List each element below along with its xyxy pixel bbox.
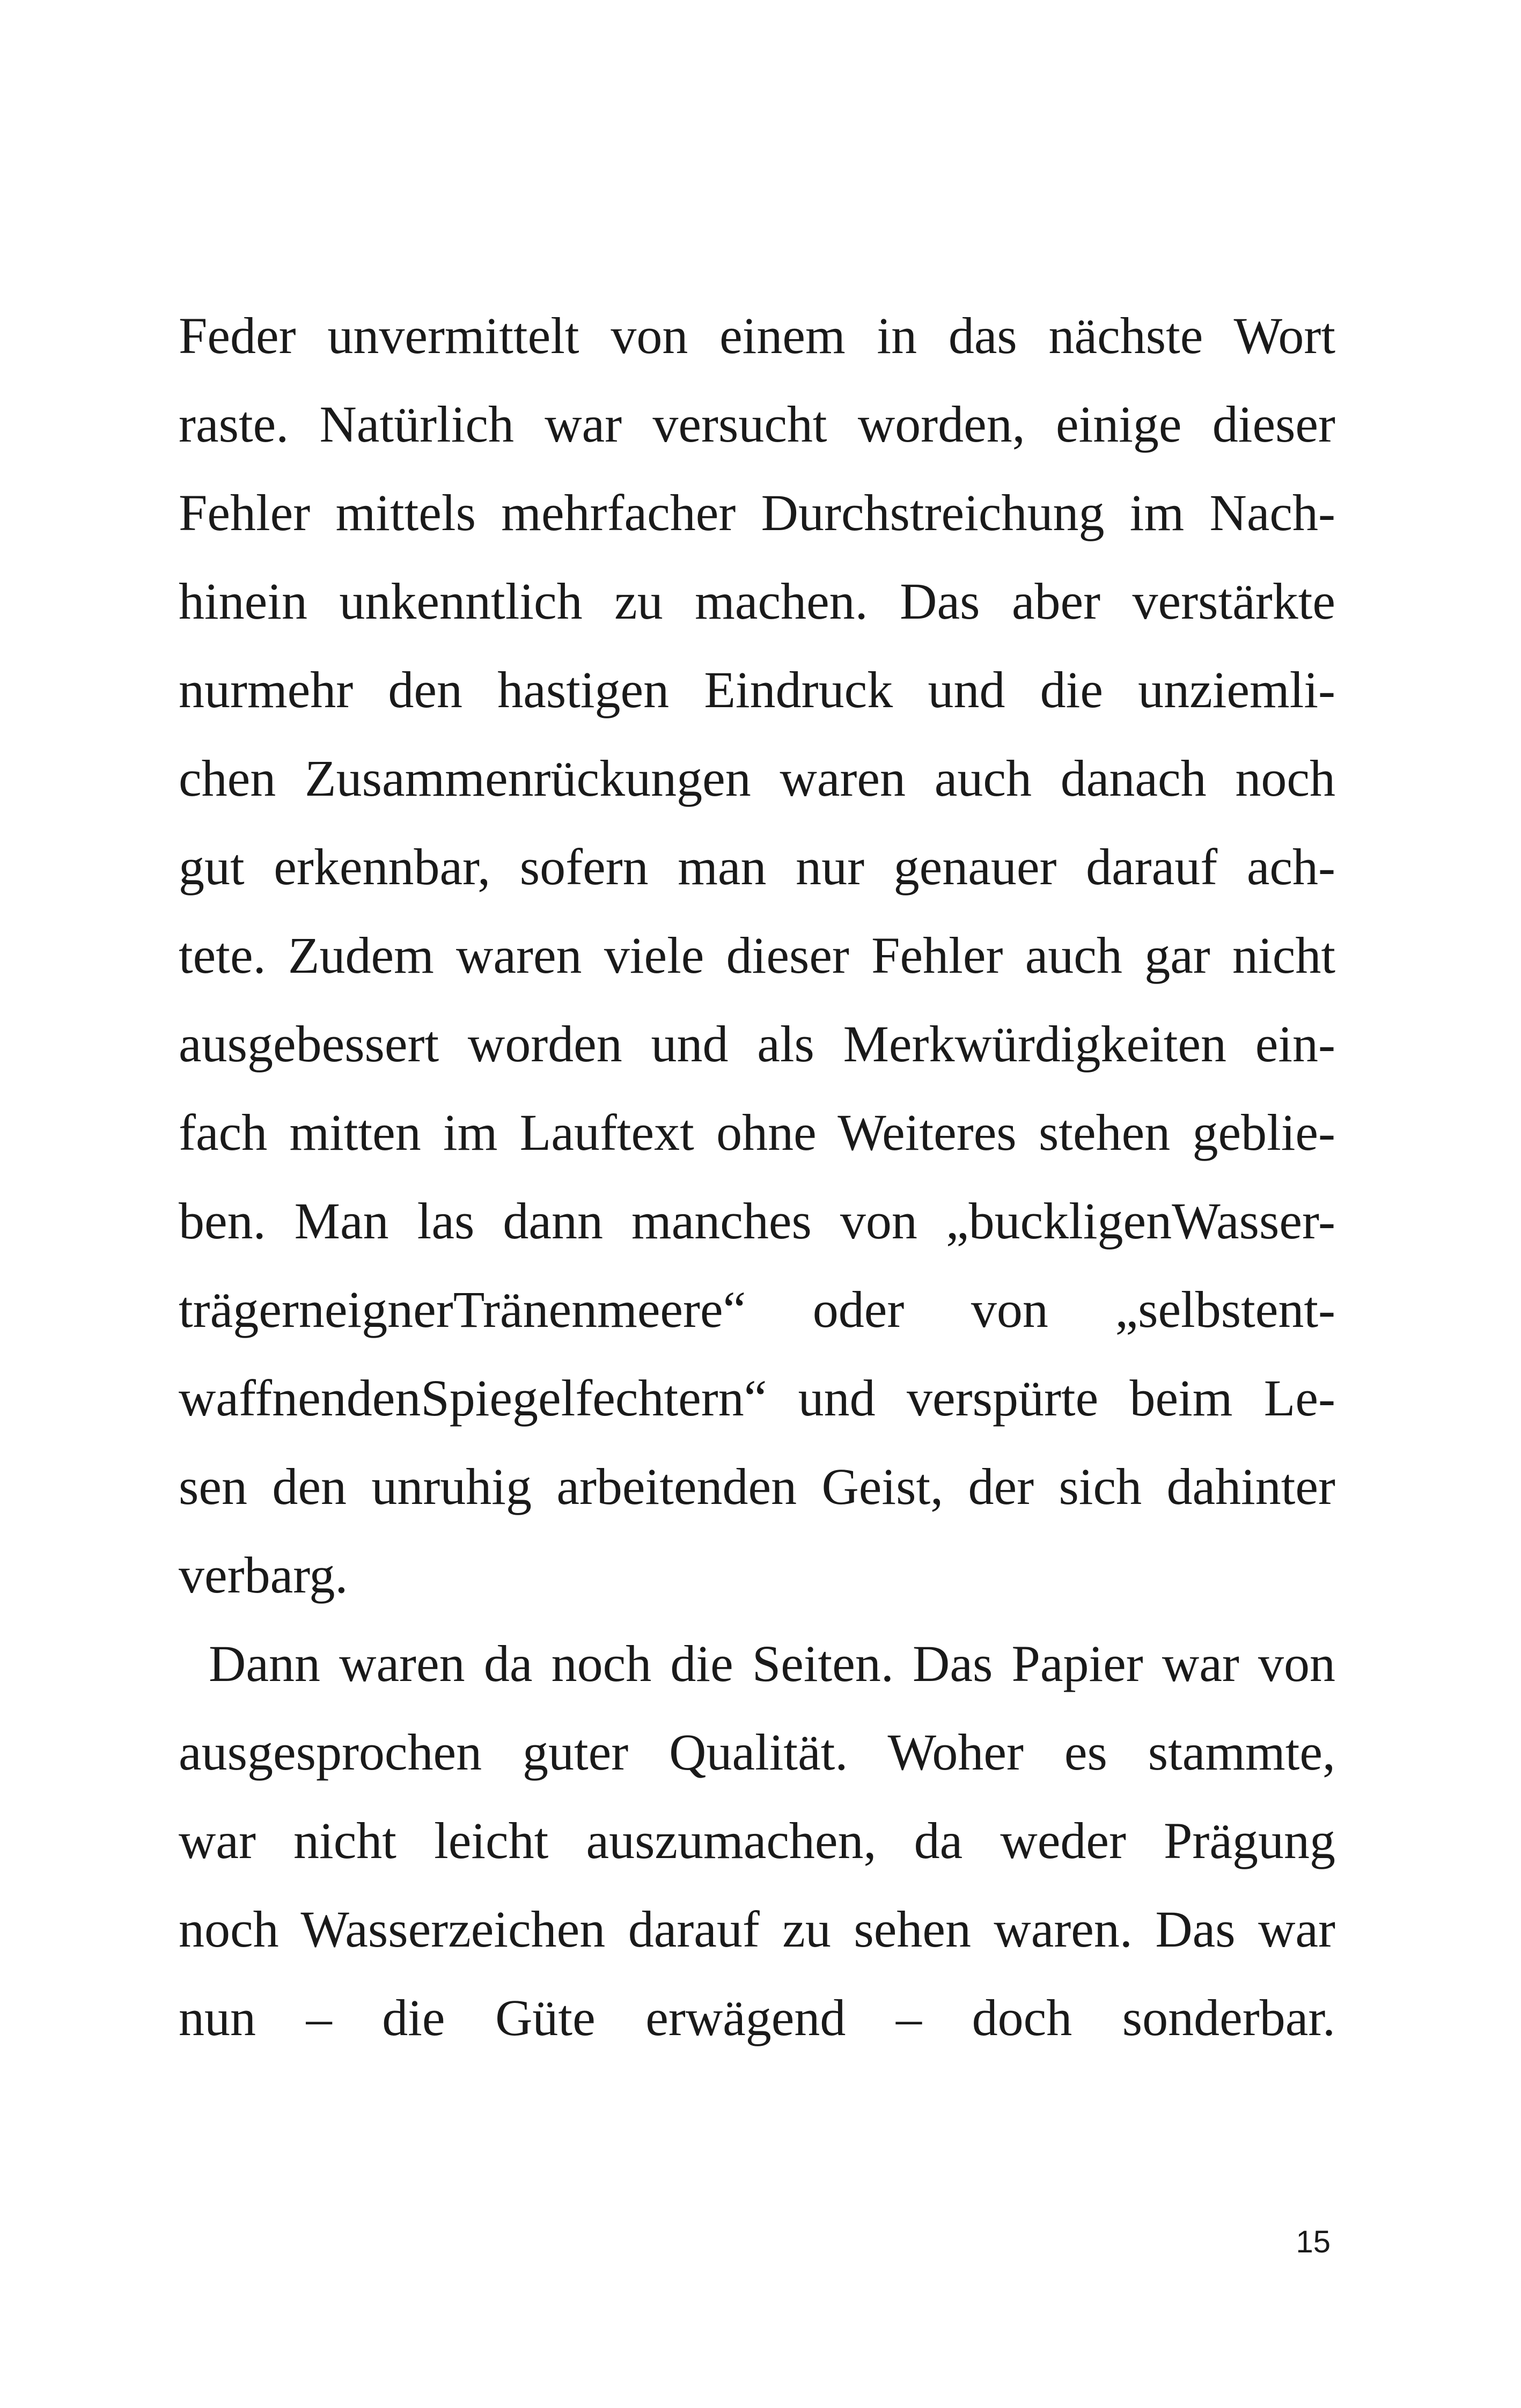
text-line: ben. Man las dann manches von „buckligenWasser- — [179, 1192, 1335, 1250]
text-line: Fehler mittels mehrfacher Durchstreichung im Nach- — [179, 484, 1335, 541]
text-line: noch Wasserzeichen darauf zu sehen waren. Das war — [179, 1900, 1335, 1958]
text-line: raste. Natürlich war versucht worden, einige dieser — [179, 395, 1335, 453]
text-line: ausgesprochen guter Qualität. Woher es stammte, — [179, 1723, 1335, 1781]
text-line: tete. Zudem waren viele dieser Fehler auch gar nicht — [179, 927, 1335, 984]
text-line: trägerneignerTränenmeere“ oder von „selbstent- — [179, 1281, 1335, 1338]
text-line: gut erkennbar, sofern man nur genauer darauf ach- — [179, 838, 1335, 895]
text-line: nurmehr den hastigen Eindruck und die unziemli- — [179, 661, 1335, 718]
text-line: Feder unvermittelt von einem in das nächste Wort — [179, 307, 1335, 364]
text-line: chen Zusammenrückungen waren auch danach noch — [179, 750, 1335, 807]
text-line: Dann waren da noch die Seiten. Das Papier war von — [209, 1635, 1335, 1692]
text-line: sen den unruhig arbeitenden Geist, der sich dahinter — [179, 1458, 1335, 1515]
page-number: 15 — [1296, 2225, 1331, 2259]
text-line: fach mitten im Lauftext ohne Weiteres stehen geblie- — [179, 1104, 1335, 1161]
text-line: hinein unkenntlich zu machen. Das aber verstärkte — [179, 572, 1335, 630]
text-line: nun – die Güte erwägend – doch sonderbar. — [179, 1989, 1335, 2046]
text-line: ausgebessert worden und als Merkwürdigkeiten ein- — [179, 1015, 1335, 1073]
text-line: verbarg. — [179, 1546, 348, 1604]
body-text — [179, 297, 1335, 2067]
text-line: waffnendenSpiegelfechtern“ und verspürte beim Le- — [179, 1369, 1335, 1427]
text-line: war nicht leicht auszumachen, da weder Prägung — [179, 1812, 1335, 1869]
